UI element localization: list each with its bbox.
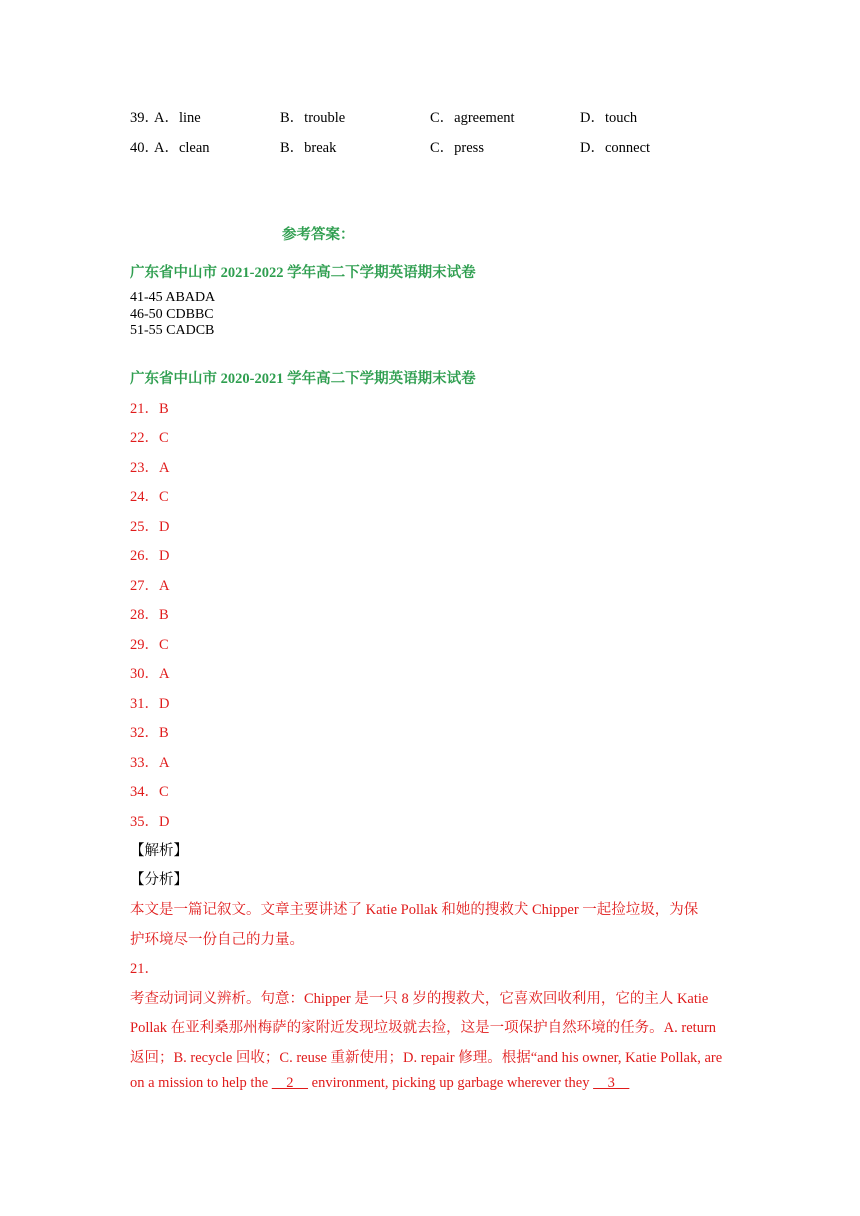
option-d: D．connect: [580, 140, 651, 156]
section-title-2020-2021: 广东省中山市 2020-2021 学年高二下学期英语期末试卷: [130, 371, 476, 387]
question-39: [130, 106, 730, 126]
answer-26: 26．D: [130, 548, 170, 564]
text-part: environment, picking up garbage wherever they: [308, 1075, 594, 1091]
answer-23: 23．A: [130, 460, 170, 476]
answer-24: 24．C: [130, 489, 169, 505]
answer-line: 51-55 CADCB: [130, 323, 215, 338]
option-a: A．clean: [154, 140, 210, 156]
answer-35: 35．D: [130, 814, 170, 830]
option-b: B．break: [280, 140, 337, 156]
answer-title: 参考答案：: [282, 227, 355, 243]
q21-label: 21．: [130, 961, 159, 977]
summary-line: 护环境尽一份自己的力量。: [130, 932, 304, 948]
question-number: 39．: [130, 110, 159, 126]
option-a: A．line: [154, 110, 201, 126]
option-c: C．press: [430, 140, 484, 156]
question-40: [130, 136, 730, 156]
answer-22: 22．C: [130, 430, 169, 446]
jiexi-label: 【解析】: [130, 843, 188, 859]
explanation-line: 返回；B. recycle 回收；C. reuse 重新使用；D. repair 修理。根据“and his owner, Katie Pollak, are: [130, 1050, 723, 1066]
explanation-line: 考查动词词义辨析。句意：Chipper 是一只 8 岁的搜救犬，它喜欢回收利用，它的主人 Katie: [130, 991, 709, 1007]
answer-32: 32．B: [130, 725, 169, 741]
answer-21: 21．B: [130, 401, 169, 417]
section-title-2021-2022: 广东省中山市 2021-2022 学年高二下学期英语期末试卷: [130, 265, 476, 281]
answer-line: 46-50 CDBBC: [130, 306, 214, 322]
explanation-last-line: [130, 1075, 629, 1092]
answer-30: 30．A: [130, 666, 170, 682]
blank-2: 2: [271, 1075, 309, 1091]
answer-31: 31．D: [130, 696, 170, 712]
answer-33: 33．A: [130, 755, 170, 771]
answer-29: 29．C: [130, 637, 169, 653]
text-part: on a mission to help the: [130, 1075, 272, 1091]
answer-25: 25．D: [130, 519, 170, 535]
option-b: B．trouble: [280, 110, 346, 126]
blank-3: 3: [593, 1075, 630, 1091]
section1-answers: [130, 290, 215, 340]
answer-28: 28．B: [130, 607, 169, 623]
fenxi-label: 【分析】: [130, 872, 188, 888]
option-d: D．touch: [580, 110, 638, 126]
question-number: 40．: [130, 140, 159, 156]
answer-line: 41-45 ABADA: [130, 290, 216, 305]
answer-27: 27．A: [130, 578, 170, 594]
summary-line: 本文是一篇记叙文。文章主要讲述了 Katie Pollak 和她的搜救犬 Chipper 一起捡垃圾，为保: [130, 902, 699, 918]
option-c: C．agreement: [430, 110, 515, 126]
answer-34: 34．C: [130, 784, 169, 800]
explanation-line: Pollak 在亚利桑那州梅萨的家附近发现垃圾就去捡，这是一项保护自然环境的任务。A. return: [130, 1020, 717, 1036]
